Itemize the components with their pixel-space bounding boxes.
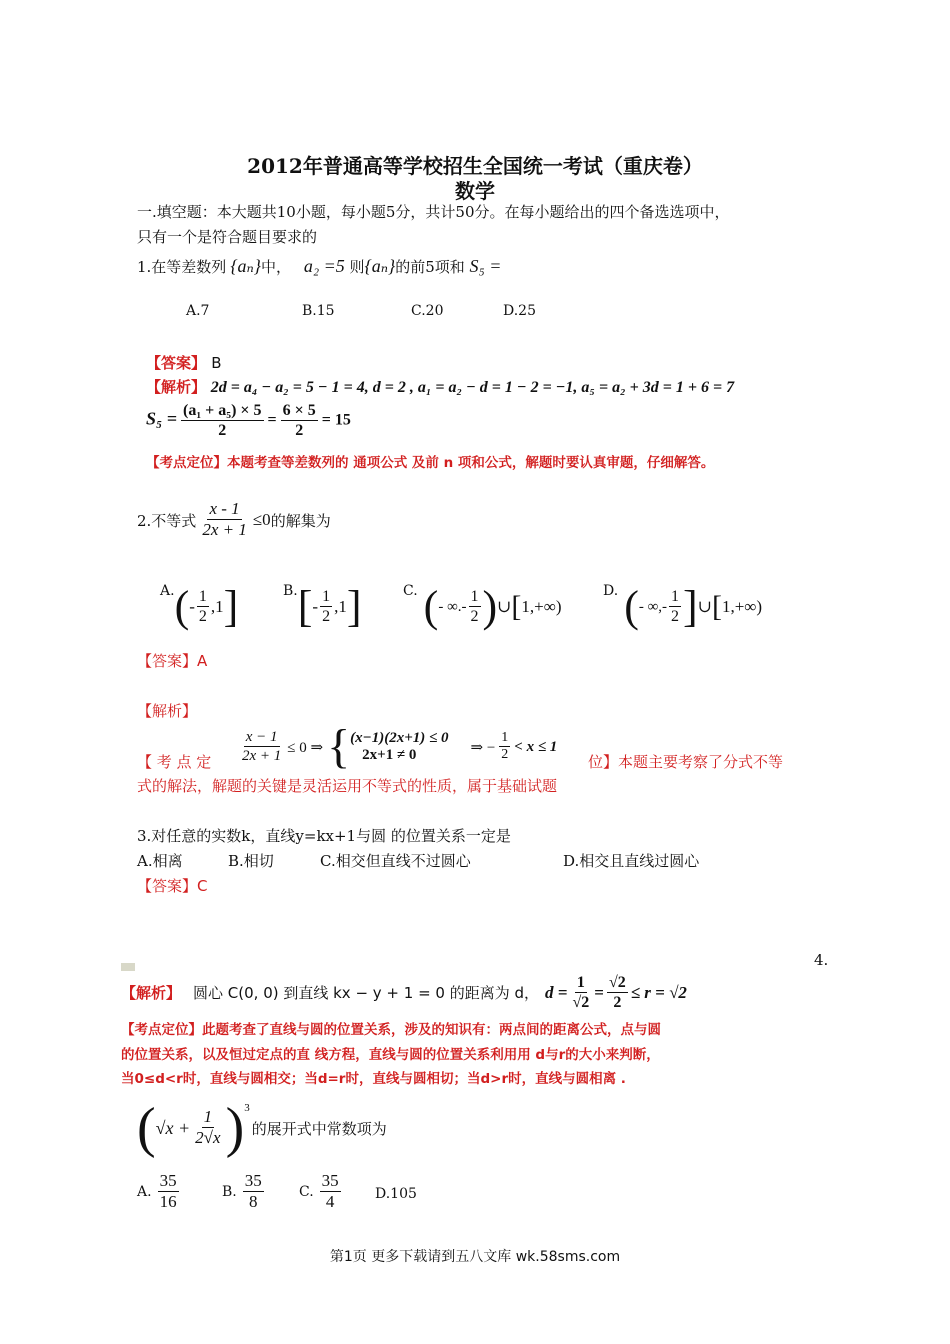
q1-s5-formula (146, 402, 351, 440)
q2-tail: 的解集为 (270, 511, 331, 530)
q3-point-line1 (121, 1018, 661, 1038)
q2-opt-b-one: ,1 (334, 597, 347, 616)
q4-option-a (137, 1172, 179, 1212)
q4-opt-a-label: A. (137, 1184, 152, 1201)
q2-opt-b-close: ] (346, 582, 362, 631)
q4-opt-a-den: 16 (159, 1191, 177, 1211)
q3-option-d: D.相交且直线过圆心 (563, 852, 700, 870)
q2-opt-c-num: 1 (470, 588, 479, 606)
q2-opt-b-den: 2 (322, 607, 331, 625)
q1-answer-line (146, 352, 222, 373)
q2-opt-c-den: 2 (470, 607, 479, 625)
q2-sol-den: 2x + 1 (242, 747, 282, 764)
q2-rel: ≤0 (252, 510, 271, 530)
q2-opt-d-frac (669, 588, 681, 626)
q1-cond: a₂ =5 (303, 256, 345, 276)
q4-open-paren: ( (137, 1097, 156, 1159)
q1-option-b: B.15 (302, 303, 335, 319)
q1-option-a: A.7 (186, 303, 210, 319)
q1-s5-lhs: S₅ = (146, 408, 178, 429)
q2-option-d (603, 583, 762, 631)
q2-sol-sys1: (x−1)(2x+1) ≤ 0 (350, 730, 449, 746)
q4-power: 3 (244, 1102, 250, 1114)
q2-sol-rel: ≤ 0 ⇒ (287, 739, 324, 756)
q2-option-c (403, 583, 562, 631)
q1-point: 本题考查等差数列的 通项公式 及前 n 项和公式，解题时要认真审题，仔细解答。 (227, 455, 715, 471)
q2-point-line1 (588, 751, 783, 772)
q2-opt-c-label: C. (403, 583, 418, 599)
q2-opt-b-label: B. (283, 583, 298, 599)
q2-opt-a-frac (197, 588, 209, 626)
q1-analysis-line (146, 376, 734, 397)
q2-point-label-a: 【 考 点 定 (137, 753, 212, 771)
q2-opt-a-num: 1 (198, 588, 207, 606)
q1-s5-num1: (a₁ + a₅) × 5 (183, 402, 262, 419)
q2-answer-line (137, 650, 207, 671)
q4-opt-b-frac (243, 1172, 264, 1212)
q3-point1: 此题考查了直线与圆的位置关系，涉及的知识有：两点间的距离公式，点与圆 (202, 1022, 661, 1038)
q4-close-paren: ) (225, 1097, 245, 1159)
q1-s5-frac2 (281, 402, 318, 440)
q3-analysis-text: 圆心 C(0, 0) 到直线 kx − y + 1 = 0 的距离为 d， (193, 984, 540, 1003)
q1-analysis-label: 【解析】 (146, 378, 207, 396)
q2-frac-den: 2x + 1 (202, 519, 247, 539)
q3-d-num2: √2 (608, 974, 626, 991)
q2-option-b (283, 583, 361, 631)
q2-opt-b-num: 1 (322, 588, 331, 606)
q3-d-den2: 2 (613, 993, 622, 1011)
q3-answer-label: 【答案】 (137, 877, 198, 895)
q3-d-den: √2 (572, 993, 590, 1011)
page-subtitle: 数学 (455, 179, 495, 203)
q2-sol-frac (240, 729, 283, 765)
q1-s5-den2: 2 (295, 421, 304, 439)
q2-opt-d-den: 2 (671, 607, 680, 625)
q3-point-line3: 当0≤d<r时，直线与圆相交；当d=r时，直线与圆相切；当d>r时，直线与圆相离 . (121, 1071, 626, 1087)
q2-sol-half-num: 1 (501, 730, 509, 746)
q3-d-eq: d = (545, 982, 568, 1002)
q2-sol-half-den: 2 (501, 746, 509, 762)
q3-d-num: 1 (576, 974, 585, 991)
q4-number: 4. (814, 951, 829, 969)
q2-fraction (200, 500, 249, 540)
q2-opt-c-tail: 1,+∞) (521, 597, 562, 616)
q2-opt-c-open2: [ (511, 590, 522, 623)
q2-opt-c-neginf: - ∞.- (438, 598, 467, 615)
q4-option-d: D.105 (375, 1186, 417, 1202)
q4-tail: 的展开式中常数项为 (251, 1119, 387, 1138)
q4-opt-b-label: B. (222, 1184, 237, 1201)
q1-s5-result: = 15 (321, 411, 351, 429)
q1-seq: {aₙ} (230, 256, 262, 276)
q3-answer-line (137, 875, 208, 896)
q4-frac (193, 1108, 222, 1148)
q1-prefix: 1.在等差数列 (137, 258, 227, 276)
q1-mid: 中， (261, 258, 292, 276)
q2-sol-end: < x ≤ 1 (514, 738, 558, 755)
q2-opt-d-label: D. (603, 583, 619, 599)
q4-opt-c-num: 35 (321, 1171, 339, 1190)
q1-s5-frac1 (181, 402, 263, 440)
q3-point-label: 【考点定位】 (121, 1022, 202, 1038)
q3-answer: C (197, 877, 208, 895)
q2-opt-a-close: ] (223, 582, 239, 631)
section-instructions-line1: 一.填空题：本大题共10小题，每小题5分，共计50分。在每小题给出的四个备选选项中， (137, 203, 730, 221)
q2-sol-num: x − 1 (245, 729, 278, 746)
q2-sol-sys2: 2x+1 ≠ 0 (362, 747, 417, 763)
q2-opt-d-num: 1 (671, 588, 680, 606)
q1-stem (137, 256, 501, 277)
q2-opt-a-one: ,1 (210, 597, 224, 616)
q2-opt-d-open2: [ (711, 590, 722, 623)
q3-point-line2: 的位置关系，以及恒过定点的直 线方程，直线与圆的位置关系利用用 d与r的大小来判断， (121, 1047, 660, 1063)
q1-then: 则 (349, 258, 365, 276)
q4-opt-a-frac (158, 1172, 179, 1212)
q2-opt-a-label: A. (160, 583, 175, 599)
q2-opt-c-union: ∪ (497, 597, 512, 616)
q2-point-line2: 式的解法，解题的关键是灵活运用不等式的性质，属于基础试题 (137, 777, 558, 795)
q1-tail: 的前5项和 (395, 258, 465, 276)
q4-stem (137, 1098, 387, 1158)
q4-opt-b-den: 8 (249, 1191, 258, 1211)
q3-option-b: B.相切 (228, 852, 274, 870)
q1-point-label: 【考点定位】 (146, 455, 227, 471)
q4-opt-c-frac (320, 1172, 341, 1212)
q4-opt-c-den: 4 (325, 1191, 335, 1211)
q4-frac-num: 1 (203, 1106, 213, 1126)
q4-opt-a-num: 35 (159, 1171, 177, 1190)
q4-option-b (222, 1172, 264, 1212)
q4-option-c (299, 1172, 341, 1212)
q2-sol-half (499, 730, 510, 763)
q2-opt-c-open: ( (423, 582, 439, 631)
q2-solution (240, 722, 557, 772)
q1-s5-eq: = (267, 411, 277, 429)
q1-answer: B (211, 354, 222, 372)
q2-opt-d-neginf: - ∞,- (638, 598, 668, 615)
q2-analysis-label: 【解析】 (137, 702, 198, 720)
q2-opt-b-open: [ (297, 582, 313, 631)
q2-opt-d-close: ] (683, 582, 698, 631)
q2-answer: A (197, 652, 208, 670)
q1-s5-den1: 2 (218, 421, 227, 439)
q3-analysis-line (121, 974, 687, 1012)
q3-d-frac2 (607, 974, 628, 1012)
q4-frac-den: 2√x (195, 1127, 221, 1147)
q3-d-eq2: = (594, 982, 604, 1002)
q1-option-d: D.25 (503, 303, 536, 319)
q3-option-a: A.相离 (137, 852, 183, 870)
q2-prefix: 2.不等式 (137, 511, 197, 530)
q1-sum: S₅ = (469, 256, 502, 276)
section-instructions-line2: 只有一个是符合题目要求的 (137, 228, 318, 246)
q2-sol-system (350, 730, 448, 764)
q4-sqrt: √x + (155, 1117, 191, 1138)
q4-opt-b-num: 35 (244, 1171, 262, 1190)
q1-seq2: {aₙ} (364, 256, 396, 276)
page-footer: 第1页 更多下载请到五八文库 wk.58sms.com (329, 1249, 621, 1265)
page-title: 2012年普通高等学校招生全国统一考试（重庆卷） (247, 154, 703, 178)
q2-opt-c-frac (469, 588, 481, 626)
q1-option-c: C.20 (411, 303, 444, 319)
q1-point-line (146, 451, 714, 471)
q3-stem: 3.对任意的实数k，直线y=kx+1与圆 的位置关系一定是 (137, 827, 511, 845)
q2-opt-a-open: ( (174, 582, 190, 631)
q2-sol-brace: { (327, 720, 351, 773)
q2-answer-label: 【答案】 (137, 652, 198, 670)
scan-artifact (121, 963, 135, 971)
q2-point1: 本题主要考察了分式不等 (618, 753, 784, 771)
q3-option-c: C.相交但直线不过圆心 (320, 852, 471, 870)
q2-option-a (160, 583, 238, 631)
q2-opt-a-neg: - (189, 597, 195, 616)
q2-opt-d-tail: 1,+∞) (721, 597, 763, 616)
q2-opt-c-close: ) (482, 582, 498, 631)
q3-d-frac1 (570, 974, 591, 1012)
q2-sol-arrow: ⇒ − (470, 739, 496, 756)
q2-opt-d-open: ( (624, 582, 639, 631)
q1-answer-label: 【答案】 (146, 354, 207, 372)
q4-opt-c-label: C. (299, 1184, 314, 1201)
q1-s5-num2: 6 × 5 (282, 402, 316, 419)
q2-opt-b-frac (320, 588, 332, 626)
q2-opt-b-neg: - (312, 597, 319, 616)
q2-frac-num: x - 1 (209, 499, 240, 518)
q2-opt-a-den: 2 (198, 607, 207, 625)
q2-opt-d-union: ∪ (697, 597, 712, 616)
q2-point-label-b: 位】 (588, 753, 619, 771)
q2-stem (137, 500, 331, 540)
q1-analysis: 2d = a₄ − a₂ = 5 − 1 = 4, d = 2 , a₁ = a₂ − d = 1 − 2 = −1, a₅ = a₂ + 3d = 1 + 6 = 7 (210, 379, 735, 396)
q3-d-end: ≤ r = √2 (630, 982, 687, 1002)
q3-analysis-label: 【解析】 (121, 984, 182, 1003)
